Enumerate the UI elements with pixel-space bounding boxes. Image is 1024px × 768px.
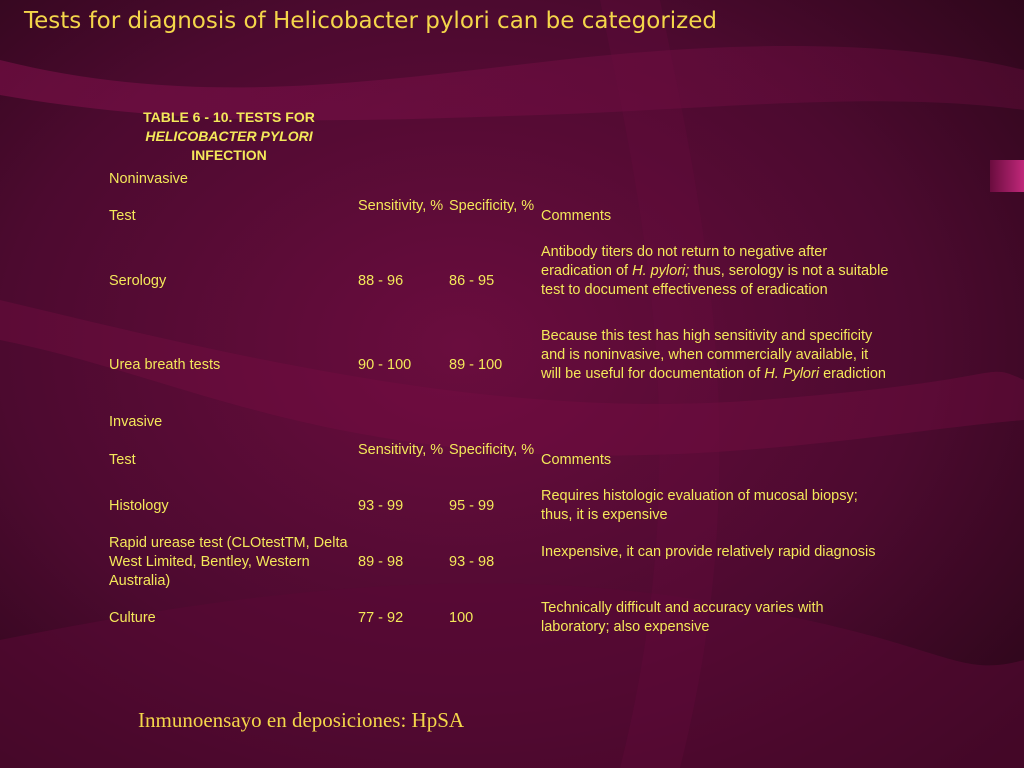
row-urea-breath-test: Urea breath tests [109,357,221,373]
row-serology-sensitivity: 88 - 96 [358,273,404,289]
row-histology-comments: Requires histologic evaluation of mucosal biopsy; thus, it is expensive [541,488,858,523]
comment-italic: H. Pylori [764,366,820,382]
row-serology-comments [541,243,891,300]
row-urea-breath-comments [541,327,891,384]
comment-italic: H. pylori; [632,263,690,279]
row-rapid-urease-comments: Inexpensive, it can provide relatively rapid diagnosis [541,544,876,560]
comment-text: Antibody titers do not return to negative after eradication of [541,244,828,279]
header-test: Test [109,208,136,224]
table-caption-line-3: INFECTION [191,147,267,163]
comment-text: thus, serology is not a suitable test to document effectiveness of eradication [541,263,889,298]
header-specificity: Specificity, % [449,198,535,214]
row-histology-specificity: 95 - 99 [449,498,495,514]
section-label-noninvasive: Noninvasive [109,171,188,187]
header-test: Test [109,452,136,468]
row-serology-specificity: 86 - 95 [449,273,495,289]
row-serology-test: Serology [109,273,167,289]
row-rapid-urease-sensitivity: 89 - 98 [358,554,404,570]
comment-text: eradiction [819,366,886,382]
table-caption-line-2: HELICOBACTER PYLORI [145,128,313,144]
row-urea-breath-sensitivity: 90 - 100 [358,357,412,373]
row-histology-test: Histology [109,498,169,514]
comment-text: Because this test has high sensitivity and specificity and is noninvasive, when commercially available, it will be useful for documentation of [541,328,873,382]
row-rapid-urease-specificity: 93 - 98 [449,554,495,570]
header-sensitivity: Sensitivity, % [358,442,444,458]
section-label-invasive: Invasive [109,414,163,430]
header-comments: Comments [541,452,612,468]
row-rapid-urease-test: Rapid urease test (CLOtestTM, Delta West Limited, Bentley, Western Australia) [109,535,348,589]
table-caption-line-1: TABLE 6 - 10. TESTS FOR [143,109,315,125]
row-culture-sensitivity: 77 - 92 [358,610,404,626]
slide-title: Tests for diagnosis of Helicobacter pylori can be categorized [24,8,717,34]
row-culture-test: Culture [109,610,156,626]
row-urea-breath-specificity: 89 - 100 [449,357,503,373]
header-comments: Comments [541,208,612,224]
table-caption [104,108,354,165]
header-sensitivity: Sensitivity, % [358,198,444,214]
slide-footer-note: Inmunoensayo en deposiciones: HpSA [138,708,465,732]
row-culture-comments: Technically difficult and accuracy varies with laboratory; also expensive [541,600,824,635]
row-histology-sensitivity: 93 - 99 [358,498,404,514]
row-culture-specificity: 100 [449,610,474,626]
header-specificity: Specificity, % [449,442,535,458]
